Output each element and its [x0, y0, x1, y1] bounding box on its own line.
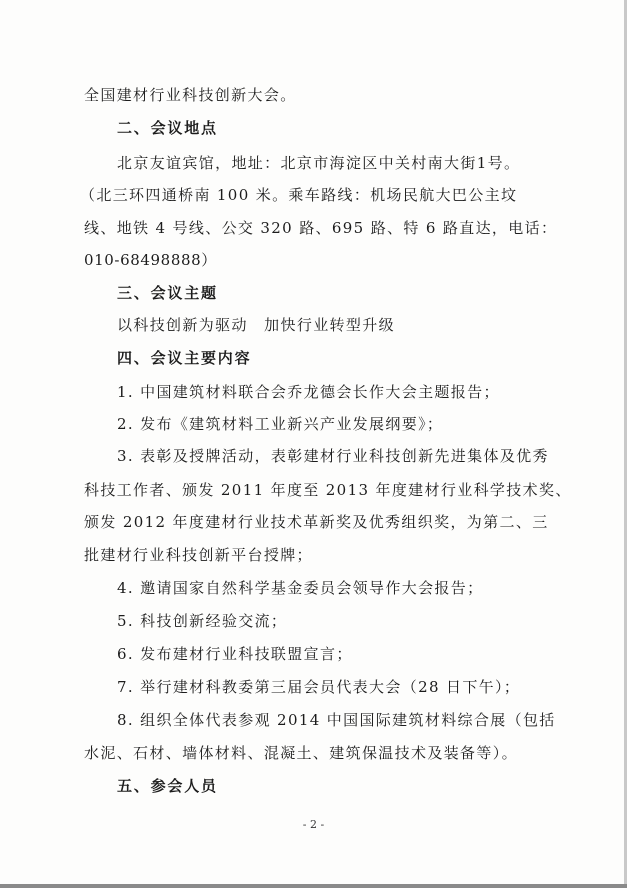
paragraph-line: 以科技创新为驱动 加快行业转型升级	[117, 316, 395, 334]
section-heading-venue: 二、会议地点	[117, 119, 218, 137]
list-item: 6. 发布建材行业科技联盟宣言；	[117, 645, 353, 663]
section-heading-theme: 三、会议主题	[117, 284, 218, 302]
paragraph-line: （北三环四通桥南 100 米。乘车路线：机场民航大巴公主坟	[80, 186, 518, 204]
list-item: 2. 发布《建筑材料工业新兴产业发展纲要》；	[117, 415, 444, 433]
paragraph-line: 科技工作者、颁发 2011 年度至 2013 年度建材行业科学技术奖、	[84, 481, 572, 499]
paragraph-line: 水泥、石材、墙体材料、混凝土、建筑保温技术及装备等）。	[84, 744, 518, 762]
list-item: 1. 中国建筑材料联合会乔龙德会长作大会主题报告；	[117, 383, 500, 401]
paragraph-line: 北京友谊宾馆，地址：北京市海淀区中关村南大街1号。	[117, 154, 521, 172]
paragraph-line: 颁发 2012 年度建材行业技术革新奖及优秀组织奖，为第二、三	[84, 513, 549, 531]
paragraph-line: 010-68498888）	[84, 251, 217, 269]
scan-edge-bottom	[0, 884, 627, 888]
list-item: 7. 举行建材科教委第三届会员代表大会（28 日下午）；	[117, 678, 521, 696]
list-item: 5. 科技创新经验交流；	[117, 612, 288, 630]
paragraph-line: 全国建材行业科技创新大会。	[84, 86, 297, 104]
section-heading-attendees: 五、参会人员	[117, 777, 218, 795]
page-number: - 2 -	[302, 818, 325, 831]
list-item: 4. 邀请国家自然科学基金委员会领导作大会报告；	[117, 579, 484, 597]
paragraph-line: 批建材行业科技创新平台授牌；	[84, 546, 313, 564]
list-item: 3. 表彰及授牌活动，表彰建材行业科技创新先进集体及优秀	[117, 447, 549, 465]
section-heading-content: 四、会议主要内容	[117, 349, 252, 367]
list-item: 8. 组织全体代表参观 2014 中国国际建筑材料综合展（包括	[117, 711, 556, 729]
paragraph-line: 线、地铁 4 号线、公交 320 路、695 路、特 6 路直达，电话：	[84, 219, 558, 237]
